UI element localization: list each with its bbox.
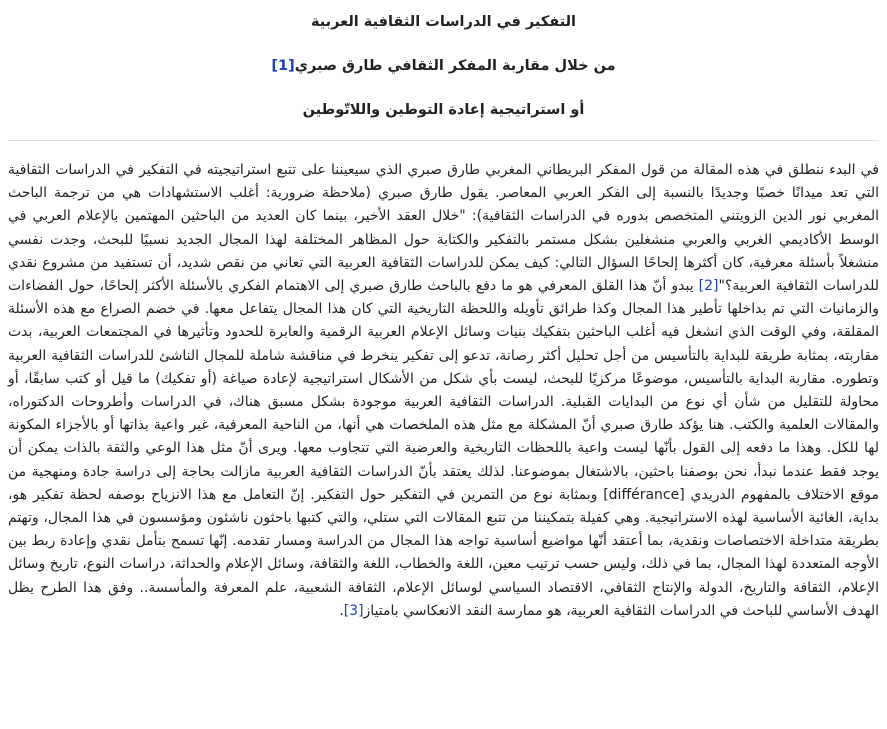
article-body (8, 159, 879, 623)
article-subtitle (8, 56, 879, 76)
body-text-segment-3: . (339, 602, 344, 619)
title-divider (8, 140, 879, 141)
article-title (8, 12, 879, 32)
footnote-link-1[interactable]: [1] (271, 58, 295, 74)
article-title-block (8, 12, 879, 120)
footnote-link-2[interactable]: [2] (698, 278, 719, 295)
body-text-segment-1: في البدء ننطلق في هذه المقالة من قول المفكر البريطاني المغربي طارق صبري الذي سيعيننا على تتبع استراتيجيته في التفكير في الدراسات الثقافية التي تعد ميدانًا خصبًا وجديدًا بالنسبة إلى الفكر العربي المعاصر. يقول طارق صبري (ملاحظة ضرورية: أغلب الاستشهادات هي من ترجمة الباحث المغربي نور الدين الزويتني المتخصص بدوره في الدراسات الثقافية): "خلال العقد الأخير، بينما كان العديد من الباحثين المهتمين بالإعلام العربي في الوسط الأكاديمي الغربي والعربي منشغلين بشكل مستمر بالتفكير والكتابة حول المظاهر المختلفة لهذا المجال الجديد نسبيًا للبحث، وجدت نفسي منشغلاً بأسئلة معرفية، كان أكثرها إلحاحًا السؤال التالي: كيف يمكن للدراسات الثقافية العربية التي تعاني من نقص شديد، أن تستفيد من مشروع نقدي للدراسات الثقافية العربية؟" (8, 162, 879, 295)
title-line-3: أو استراتيجية إعادة التوطين واللاتّوطين (302, 102, 585, 118)
body-text-segment-2: يبدو أنّ هذا القلق المعرفي هو ما دفع بالباحث طارق صبري إلى الاهتمام الفكري بالأسئلة الأكثر إلحاحًا، حول الفضاءات والزمانيات التي تم بداخلها تأطير هذا المجال وكذا طرائق تأويله واللحظة التاريخية التي كان هذا المجال يتفاعل معها. في خضم الصراع مع هذه الأسئلة المقلقة، وفي الوقت الذي انشغل فيه أغلب الباحثين بتفكيك بنيات وسائل الإعلام العربية الرقمية والعابرة للحدود وتأثيرها في المجتمعات العربية، بدت مقاربته، بمثابة طريقة للبداية بالتأسيس من أجل تحليل أكثر رصانة، تدعو إلى تفكير ينخرط في مناقشة شاملة للمجال الناشئ للدراسات الثقافية العربية وتطوره. مقاربة البداية بالتأسيس، موضوعًا مركزيًا للبحث، ليست بأي شكل من الأشكال استراتيجية لإعادة صياغة (أو تفكيك) ما قيل أو كتب سابقًا، أو محاولة للتقليل من شأن أي نوع من البدايات القبلية. الدراسات الثقافية العربية موجودة بشكل مسبق هناك، في الدراسات وأطروحات الدكتوراه، والمقالات العلمية والكتب. هنا يؤكد طارق صبري أنّ المشكلة مع مثل هذه الملخصات هي أنها، من الناحية المعرفية، غير واعية بذاتها أو بالأجزاء المكونة لها للكل. وهذا ما دفعه إلى القول بأنّها ليست واعية باللحظات التاريخية والعرضية التي تتجاوب معها. ويرى أنّ مثل هذا الوعي والثقة بالذات يمكن أن يوجد فقط عندما نبدأ، نحن بوصفنا باحثين، بالاشتغال بموضوعنا. لذلك يعتقد بأنّ الدراسات الثقافية العربية مازالت بحاجة إلى دراسة جادة ومنهجية من موقع الاختلاف بالمفهوم الدريدي [différance] وبمثابة نوع من التمرين في التفكير حول التفكير. إنّ التعامل مع هذا الانزياح بوصفه لحظة تفكير هو، بداية، الغائية الأساسية لهذه الاستراتيجية. وهي كفيلة بتمكيننا من تتبع المقالات التي ستلي، والتي كتبها باحثون ناشئون ومؤسسون في هذا المجال، وتهتم بطريقة متداخلة الاختصاصات ونقدية، بما أعتقد أنّها مواضيع أساسية تواجه هذا المجال من الدراسة ومسار تقدمه. إنّها تسمح بتأمل نقدي وإعادة ربط بين الأوجه المتعددة لهذا المجال، بما في ذلك، وليس حسب ترتيب معين، اللغة والخطاب، اللغة والثقافة، وسائل الإعلام والحداثة، دراسات النوع، تاريخ وسائل الإعلام، الثقافة والتاريخ، الدولة والإنتاج الثقافي، الاقتصاد السياسي لوسائل الإعلام، الثقافة الشعبية، علم المعرفة والمأسسة.. وفق هذا الطرح يظل الهدف الأساسي للباحث في الدراسات الثقافية العربية، هو ممارسة النقد الانعكاسي بامتياز (8, 278, 879, 619)
title-line-1: التفكير في الدراسات الثقافية العربية (310, 14, 577, 30)
title-line-2: من خلال مقاربة المفكر الثقافي طارق صبري (294, 58, 616, 74)
footnote-link-3[interactable]: [3] (343, 602, 364, 619)
article-subtitle-2 (8, 100, 879, 120)
